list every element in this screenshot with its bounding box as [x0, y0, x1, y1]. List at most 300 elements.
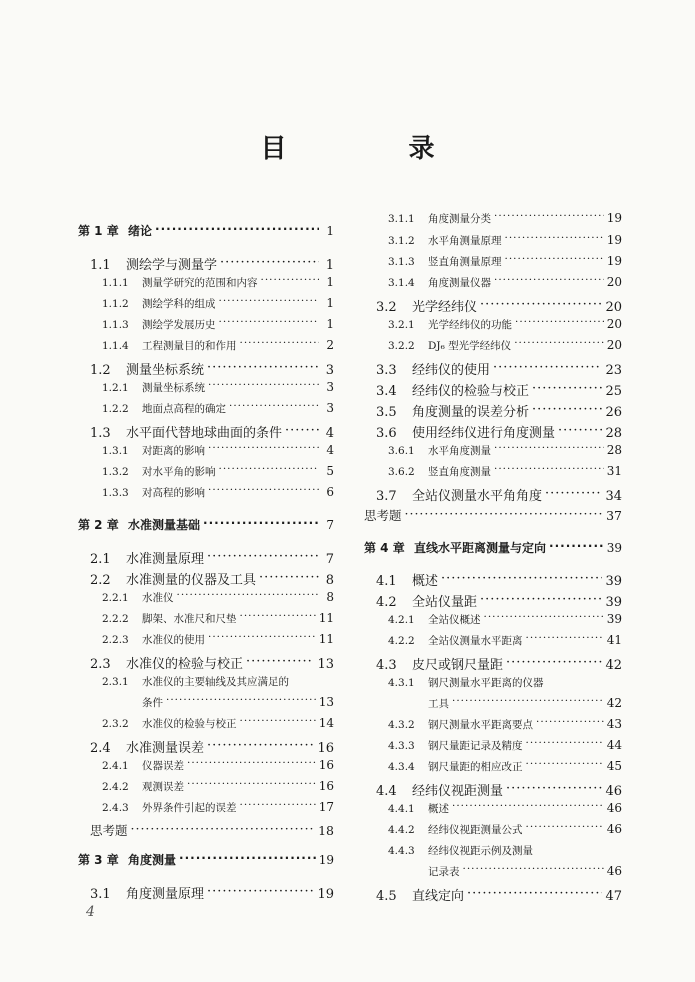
toc-entry [364, 654, 622, 674]
toc-entry-title: 经纬仪的检验与校正 [412, 384, 530, 399]
toc-entry-title: 经纬仪视距测量 [412, 784, 504, 799]
toc-entry-page: 20 [606, 275, 622, 289]
leader-dots [526, 634, 604, 645]
leader-dots [229, 402, 319, 413]
toc-entry-number: 3.1.2 [388, 235, 415, 247]
toc-entry-number: 4.3.2 [388, 719, 415, 731]
toc-entry [364, 296, 622, 316]
toc-entry-number: 1.3 [90, 426, 111, 441]
leader-dots [220, 256, 319, 269]
toc-entry-number: 4.2.2 [388, 635, 415, 647]
toc-entry-page: 20 [606, 338, 622, 352]
toc-entry-title: 使用经纬仪进行角度测量 [412, 426, 556, 441]
toc-entry-number: 4.3 [376, 658, 397, 673]
toc-entry-title: DJ₆ 型光学经纬仪 [428, 340, 512, 352]
leader-dots [484, 613, 604, 624]
toc-entry [78, 485, 334, 505]
toc-entry [364, 254, 622, 274]
toc-entry-title: 测量坐标系统 [126, 363, 205, 378]
toc-entry-title: 水准仪的检验与校正 [142, 718, 237, 730]
leader-dots [467, 887, 602, 900]
toc-entry [364, 675, 622, 695]
toc-entry-title: 思考题 [364, 508, 402, 523]
toc-entry-page: 28 [606, 443, 622, 457]
toc-entry-page: 39 [606, 541, 622, 555]
leader-dots [207, 885, 314, 898]
toc-entry-number: 3.5 [376, 405, 397, 420]
toc-entry-title: 角度测量 [128, 853, 177, 867]
toc-entry [78, 338, 334, 358]
toc-entry [364, 485, 622, 505]
toc-entry-page: 1 [326, 224, 334, 238]
toc-entry-title: 对高程的影响 [142, 487, 205, 499]
toc-entry [78, 443, 334, 463]
toc-entry [364, 211, 622, 231]
toc-entry-page: 26 [605, 405, 622, 420]
toc-entry [364, 401, 622, 421]
leader-dots [505, 234, 604, 245]
toc-entry-number: 1.1.2 [102, 298, 129, 310]
toc-entry-title: 水准测量误差 [126, 741, 205, 756]
toc-entry-title: 全站仪测量水平角角度 [412, 489, 543, 504]
toc-entry-number: 4.2 [376, 595, 397, 610]
toc-entry-number: 1.2.1 [102, 382, 129, 394]
leader-dots [208, 444, 319, 455]
toc-entry-number: 3.6 [376, 426, 397, 441]
leader-dots [545, 487, 602, 500]
toc-entry-title: 经纬仪视距测量公式 [428, 824, 523, 836]
toc-entry-title: 水准仪的主要轴线及其应满足的 [142, 676, 289, 688]
toc-entry [78, 464, 334, 484]
leader-dots [452, 802, 604, 813]
toc-entry-title: 水准仪的使用 [142, 634, 205, 646]
toc-entry-page: 1 [326, 296, 334, 310]
toc-entry-number: 2.1 [90, 552, 111, 567]
toc-entry-number: 3.1 [90, 887, 111, 902]
toc-entry-page: 20 [605, 300, 622, 315]
toc-entry-page: 28 [605, 426, 622, 441]
toc-entry-number: 4.3.3 [388, 740, 415, 752]
leader-dots [208, 486, 319, 497]
leader-dots [208, 633, 316, 644]
toc-entry [364, 506, 622, 526]
toc-entry-page: 46 [605, 784, 622, 799]
toc-entry-page: 17 [318, 800, 334, 814]
toc-entry-page: 45 [606, 759, 622, 773]
toc-entry [78, 851, 334, 871]
toc-entry-number: 3.3 [376, 363, 397, 378]
toc-entry-page: 23 [605, 363, 622, 378]
toc-entry [364, 591, 622, 611]
toc-entry-number: 2.4.2 [102, 781, 129, 793]
toc-entry-title: 全站仪概述 [428, 614, 481, 626]
toc-entry [78, 422, 334, 442]
toc-entry-title: 角度测量分类 [428, 213, 491, 225]
toc-entry-title: 绪论 [128, 224, 153, 238]
toc-entry-number: 4.2.1 [388, 614, 415, 626]
toc-entry-page: 19 [606, 211, 622, 225]
toc-entry-page: 44 [606, 738, 622, 752]
toc-entry-title: 思考题 [90, 823, 128, 838]
toc-entry-title: 外界条件引起的误差 [142, 802, 237, 814]
toc-entry [364, 233, 622, 253]
toc-entry-title: 钢尺量距的相应改正 [428, 761, 523, 773]
leader-dots [155, 223, 319, 235]
toc-entry-title: 经纬仪视距示例及测量 [428, 845, 533, 857]
toc-entry-number: 3.2 [376, 300, 397, 315]
toc-entry-title: 水准仪 [142, 592, 174, 604]
toc-entry-page: 7 [326, 518, 334, 532]
toc-entry-page: 3 [325, 363, 334, 378]
leader-dots [203, 517, 319, 529]
toc-entry-title: 钢尺测量水平距离的仪器 [428, 677, 544, 689]
leader-dots [240, 717, 316, 728]
toc-entry-page: 42 [606, 696, 622, 710]
leader-dots [526, 739, 604, 750]
toc-entry-title: 观测误差 [142, 781, 184, 793]
leader-dots [246, 655, 314, 668]
leader-dots [261, 276, 320, 287]
toc-entry [364, 843, 622, 863]
leader-dots [207, 739, 314, 752]
toc-entry-title: 角度测量仪器 [428, 277, 491, 289]
leader-dots [532, 403, 602, 416]
toc-entry [78, 758, 334, 778]
toc-entry-number: 1.2.2 [102, 403, 129, 415]
toc-entry [78, 674, 334, 694]
leader-dots [526, 823, 604, 834]
toc-entry-number: 4.4.2 [388, 824, 415, 836]
toc-entry-title: 脚架、水准尺和尺垫 [142, 613, 237, 625]
leader-dots [558, 424, 602, 437]
toc-entry [78, 548, 334, 568]
leader-dots [549, 540, 604, 552]
toc-entry-page: 46 [606, 864, 622, 878]
toc-entry [364, 864, 622, 884]
toc-entry-number: 4.4.3 [388, 845, 415, 857]
toc-entry-title: 概述 [412, 574, 439, 589]
toc-entry-title: 水准测量原理 [126, 552, 205, 567]
toc-entry-number: 4.1 [376, 574, 397, 589]
leader-dots [536, 718, 604, 729]
toc-entry-number: 第 2 章 [78, 518, 119, 532]
toc-entry-page: 5 [326, 464, 334, 478]
toc-entry-page: 20 [606, 317, 622, 331]
toc-entry-page: 46 [606, 822, 622, 836]
leader-dots [208, 381, 319, 392]
leader-dots [219, 318, 320, 329]
toc-entry-page: 16 [317, 741, 334, 756]
toc-entry-number: 2.4.1 [102, 760, 129, 772]
toc-entry-title: 水准测量基础 [128, 518, 201, 532]
toc-entry-page: 4 [326, 443, 334, 457]
leader-dots [480, 593, 602, 606]
toc-entry [364, 780, 622, 800]
toc-entry-number: 3.7 [376, 489, 397, 504]
leader-dots [514, 339, 604, 350]
leader-dots [259, 571, 319, 584]
toc-entry [78, 569, 334, 589]
leader-dots [526, 760, 604, 771]
leader-dots [219, 465, 320, 476]
toc-entry-title: 概述 [428, 803, 449, 815]
toc-entry-number: 2.4 [90, 741, 111, 756]
toc-entry-title: 测量坐标系统 [142, 382, 205, 394]
leader-dots [207, 361, 319, 374]
toc-entry-title: 经纬仪的使用 [412, 363, 491, 378]
toc-entry-title: 工具 [428, 698, 449, 710]
toc-entry-page: 39 [605, 595, 622, 610]
page-number: 4 [86, 904, 95, 920]
leader-dots [532, 382, 602, 395]
toc-entry-number: 4.3.1 [388, 677, 415, 689]
toc-entry [364, 570, 622, 590]
leader-dots [285, 424, 319, 437]
toc-entry-page: 25 [605, 384, 622, 399]
leader-dots [207, 550, 319, 563]
toc-entry-page: 46 [606, 801, 622, 815]
toc-entry-number: 1.2 [90, 363, 111, 378]
leader-dots [505, 255, 604, 266]
toc-entry-title: 钢尺测量水平距离要点 [428, 719, 533, 731]
toc-entry-title: 皮尺或钢尺量距 [412, 658, 504, 673]
toc-entry-page: 37 [606, 508, 622, 523]
leader-dots [131, 823, 316, 836]
toc-entry-title: 全站仪测量水平距离 [428, 635, 523, 647]
toc-entry [78, 821, 334, 841]
toc-entry-page: 13 [318, 695, 334, 709]
leader-dots [494, 276, 604, 287]
toc-entry [364, 317, 622, 337]
toc-entry [78, 737, 334, 757]
toc-entry-page: 16 [318, 779, 334, 793]
toc-entry-number: 1.3.3 [102, 487, 129, 499]
toc-entry-title: 测绘学与测量学 [126, 258, 218, 273]
toc-entry-page: 41 [606, 633, 622, 647]
toc-entry-title: 条件 [142, 697, 163, 709]
leader-dots [179, 852, 316, 864]
toc-entry [78, 359, 334, 379]
toc-entry-title: 角度测量的误差分析 [412, 405, 530, 420]
toc-entry-title: 水平角测量原理 [428, 235, 502, 247]
toc-entry-title: 全站仪量距 [412, 595, 478, 610]
toc-entry-number: 2.2.3 [102, 634, 129, 646]
toc-entry-number: 4.4 [376, 784, 397, 799]
leader-dots [494, 465, 604, 476]
toc-entry-title: 直线定向 [412, 889, 465, 904]
toc-entry-page: 2 [326, 338, 334, 352]
toc-entry-title: 测绘学科的组成 [142, 298, 216, 310]
leader-dots [219, 297, 320, 308]
leader-dots [177, 591, 320, 602]
toc-entry-page: 19 [318, 853, 334, 867]
toc-entry-page: 3 [326, 380, 334, 394]
toc-entry-page: 1 [325, 258, 334, 273]
toc-entry-page: 39 [606, 612, 622, 626]
page-title: 目 录 [260, 134, 483, 164]
toc-entry-page: 8 [325, 573, 334, 588]
toc-entry [78, 632, 334, 652]
toc-entry [364, 380, 622, 400]
toc-entry [364, 338, 622, 358]
toc-entry-number: 4.5 [376, 889, 397, 904]
toc-entry-number: 3.4 [376, 384, 397, 399]
leader-dots [515, 318, 604, 329]
toc-entry-title: 工程测量目的和作用 [142, 340, 237, 352]
toc-entry [78, 317, 334, 337]
toc-entry-title: 直线水平距离测量与定向 [414, 541, 547, 555]
toc-entry-title: 光学经纬仪 [412, 300, 478, 315]
toc-entry [364, 759, 622, 779]
toc-entry-page: 47 [605, 889, 622, 904]
toc-entry [364, 359, 622, 379]
toc-entry-page: 16 [318, 758, 334, 772]
toc-entry [78, 275, 334, 295]
toc-entry [364, 443, 622, 463]
toc-entry-title: 水平角度测量 [428, 445, 491, 457]
toc-entry-title: 钢尺量距记录及精度 [428, 740, 523, 752]
leader-dots [240, 801, 316, 812]
toc-entry [78, 401, 334, 421]
toc-entry-title: 记录表 [428, 866, 460, 878]
toc-entry-title: 仪器误差 [142, 760, 184, 772]
toc-entry [364, 422, 622, 442]
toc-entry-number: 2.3.1 [102, 676, 129, 688]
toc-entry-number: 1.1.3 [102, 319, 129, 331]
toc-entry [364, 696, 622, 716]
leader-dots [405, 508, 604, 521]
toc-entry-page: 8 [326, 590, 334, 604]
toc-entry-title: 竖直角度测量 [428, 466, 491, 478]
toc-entry-page: 31 [606, 464, 622, 478]
toc-entry-page: 43 [606, 717, 622, 731]
toc-entry [78, 653, 334, 673]
toc-entry-page: 19 [606, 254, 622, 268]
toc-entry-page: 39 [605, 574, 622, 589]
toc-entry-number: 3.2.1 [388, 319, 415, 331]
toc-entry-title: 水平面代替地球曲面的条件 [126, 426, 283, 441]
toc-entry-number: 1.3.1 [102, 445, 129, 457]
toc-entry-page: 34 [605, 489, 622, 504]
toc-entry-title: 光学经纬仪的功能 [428, 319, 512, 331]
leader-dots [494, 444, 604, 455]
toc-entry-page: 6 [326, 485, 334, 499]
leader-dots [452, 697, 604, 708]
leader-dots [441, 572, 602, 585]
toc-entry [364, 539, 622, 559]
toc-entry-title: 竖直角测量原理 [428, 256, 502, 268]
toc-entry-page: 19 [606, 233, 622, 247]
leader-dots [480, 298, 602, 311]
toc-entry-page: 1 [326, 317, 334, 331]
toc-entry [78, 611, 334, 631]
toc-entry-page: 11 [318, 632, 334, 646]
toc-entry-number: 第 3 章 [78, 853, 119, 867]
toc-entry-page: 4 [325, 426, 334, 441]
toc-entry [364, 885, 622, 905]
toc-entry [364, 633, 622, 653]
toc-entry-number: 2.2.2 [102, 613, 129, 625]
toc-entry-number: 1.1.4 [102, 340, 129, 352]
toc-entry-number: 2.3.2 [102, 718, 129, 730]
toc-entry-number: 1.1.1 [102, 277, 129, 289]
toc-entry-title: 地面点高程的确定 [142, 403, 226, 415]
toc-entry-number: 4.3.4 [388, 761, 415, 773]
toc-entry [364, 717, 622, 737]
leader-dots [166, 696, 316, 707]
toc-entry [78, 296, 334, 316]
toc-entry-title: 对距离的影响 [142, 445, 205, 457]
toc-entry-number: 3.1.3 [388, 256, 415, 268]
toc-entry [364, 275, 622, 295]
leader-dots [187, 759, 316, 770]
toc-entry [78, 883, 334, 903]
leader-dots [187, 780, 316, 791]
toc-entry-number: 3.1.4 [388, 277, 415, 289]
toc-entry-page: 19 [317, 887, 334, 902]
toc-entry-page: 18 [318, 823, 334, 838]
toc-entry-page: 14 [318, 716, 334, 730]
toc-entry-number: 1.3.2 [102, 466, 129, 478]
toc-entry [364, 801, 622, 821]
toc-entry-page: 1 [326, 275, 334, 289]
leader-dots [240, 339, 320, 350]
toc-entry-number: 第 1 章 [78, 224, 119, 238]
toc-entry [364, 738, 622, 758]
toc-entry-title: 测量学研究的范围和内容 [142, 277, 258, 289]
toc-entry-number: 2.2.1 [102, 592, 129, 604]
toc-entry-number: 3.6.2 [388, 466, 415, 478]
toc-entry-number: 第 4 章 [364, 541, 405, 555]
toc-entry-page: 13 [317, 657, 334, 672]
toc-entry [78, 380, 334, 400]
toc-entry-number: 4.4.1 [388, 803, 415, 815]
toc-entry [364, 464, 622, 484]
toc-entry-number: 1.1 [90, 258, 111, 273]
toc-entry-title: 水准仪的检验与校正 [126, 657, 244, 672]
toc-entry-number: 2.2 [90, 573, 111, 588]
toc-entry [78, 516, 334, 536]
toc-entry-page: 42 [605, 658, 622, 673]
toc-entry [78, 695, 334, 715]
toc-entry [78, 254, 334, 274]
leader-dots [493, 361, 602, 374]
toc-entry [78, 590, 334, 610]
toc-entry-title: 水准测量的仪器及工具 [126, 573, 257, 588]
leader-dots [463, 865, 604, 876]
toc-entry-title: 角度测量原理 [126, 887, 205, 902]
leader-dots [506, 782, 602, 795]
toc-entry-number: 3.6.1 [388, 445, 415, 457]
toc-entry [78, 716, 334, 736]
leader-dots [506, 656, 602, 669]
toc-entry-page: 11 [318, 611, 334, 625]
toc-entry [78, 779, 334, 799]
toc-entry-number: 3.1.1 [388, 213, 415, 225]
leader-dots [494, 212, 604, 223]
toc-entry-title: 测绘学发展历史 [142, 319, 216, 331]
toc-entry-page: 7 [325, 552, 334, 567]
toc-entry-page: 3 [326, 401, 334, 415]
toc-entry-title: 对水平角的影响 [142, 466, 216, 478]
toc-entry [364, 822, 622, 842]
toc-entry-number: 2.4.3 [102, 802, 129, 814]
toc-entry [78, 800, 334, 820]
leader-dots [240, 612, 316, 623]
toc-entry [78, 222, 334, 242]
toc-entry-number: 3.2.2 [388, 340, 415, 352]
toc-entry [364, 612, 622, 632]
